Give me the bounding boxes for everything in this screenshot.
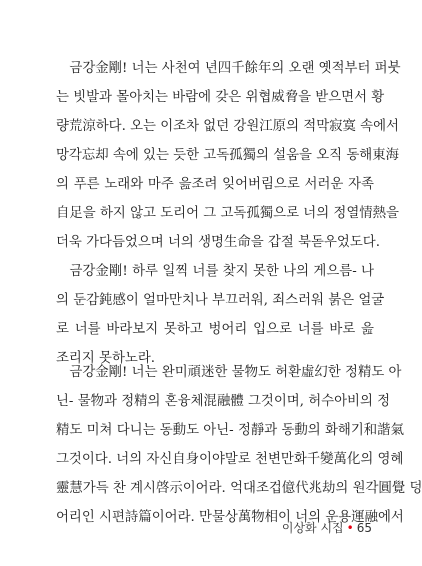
- text-line: 닌- 물物과 정精의 혼융체混融體 그것이며, 허수아비의 정: [56, 394, 391, 409]
- text-line: 의 둔감鈍感이 얼마만치나 부끄러워, 죄스러워 붉은 얼굴: [56, 293, 385, 308]
- text-line: 自足을 하지 않고 도리어 그 고독孤獨으로 너의 정열情熱을: [56, 206, 399, 221]
- text-line: 그것이다. 너의 자신自身이야말로 천변만화千變萬化의 영혜: [56, 452, 404, 467]
- text-line: 어리인 시편詩篇이어라. 만물상萬物相이 너의 운용運融에서: [56, 510, 404, 525]
- text-line: 금강金剛! 너는 사천여 년四千餘年의 오랜 옛적부터 퍼붓: [56, 61, 401, 76]
- text-line: 靈慧가득 찬 계시啓示이어라. 억대조겁億代兆劫의 원각圓覺 덩: [56, 481, 422, 496]
- text-line: 더욱 가다듬었으며 너의 생명生命을 갑절 북돋우었도다.: [56, 235, 380, 250]
- text-line: 는 빗발과 몰아치는 바람에 갖은 위협威脅을 받으면서 황: [56, 90, 385, 105]
- page-footer: [282, 519, 372, 536]
- text-line: 로 너를 바라보지 못하고 벙어리 입으로 너를 바로 읊: [56, 322, 374, 337]
- text-line-last: 조리지 못하노라.: [56, 351, 156, 366]
- book-title: 이상화 시집: [281, 521, 344, 535]
- text-line: 의 푸른 노래와 마주 읊조려 잊어버림으로 서러운 자족: [56, 177, 374, 192]
- text-line: 량荒涼하다. 오는 이조차 없던 강원江原의 적막寂寞 속에서: [56, 119, 399, 134]
- text-line: 금강金剛! 너는 완미頑迷한 물物도 허환虛幻한 정精도 아: [56, 365, 402, 380]
- text-line: 금강金剛! 하루 일찍 너를 찾지 못한 나의 게으름- 나: [56, 264, 374, 279]
- text-line: 망각忘却 속에 있는 듯한 고독孤獨의 설움을 오직 동해東海: [56, 148, 399, 163]
- paragraph-second: [56, 358, 422, 532]
- bullet-icon: •: [346, 521, 354, 535]
- text-line: 精도 미쳐 다니는 동動도 아닌- 정靜과 동動의 화해기和諧氣: [56, 423, 404, 438]
- page-number: 65: [356, 521, 372, 535]
